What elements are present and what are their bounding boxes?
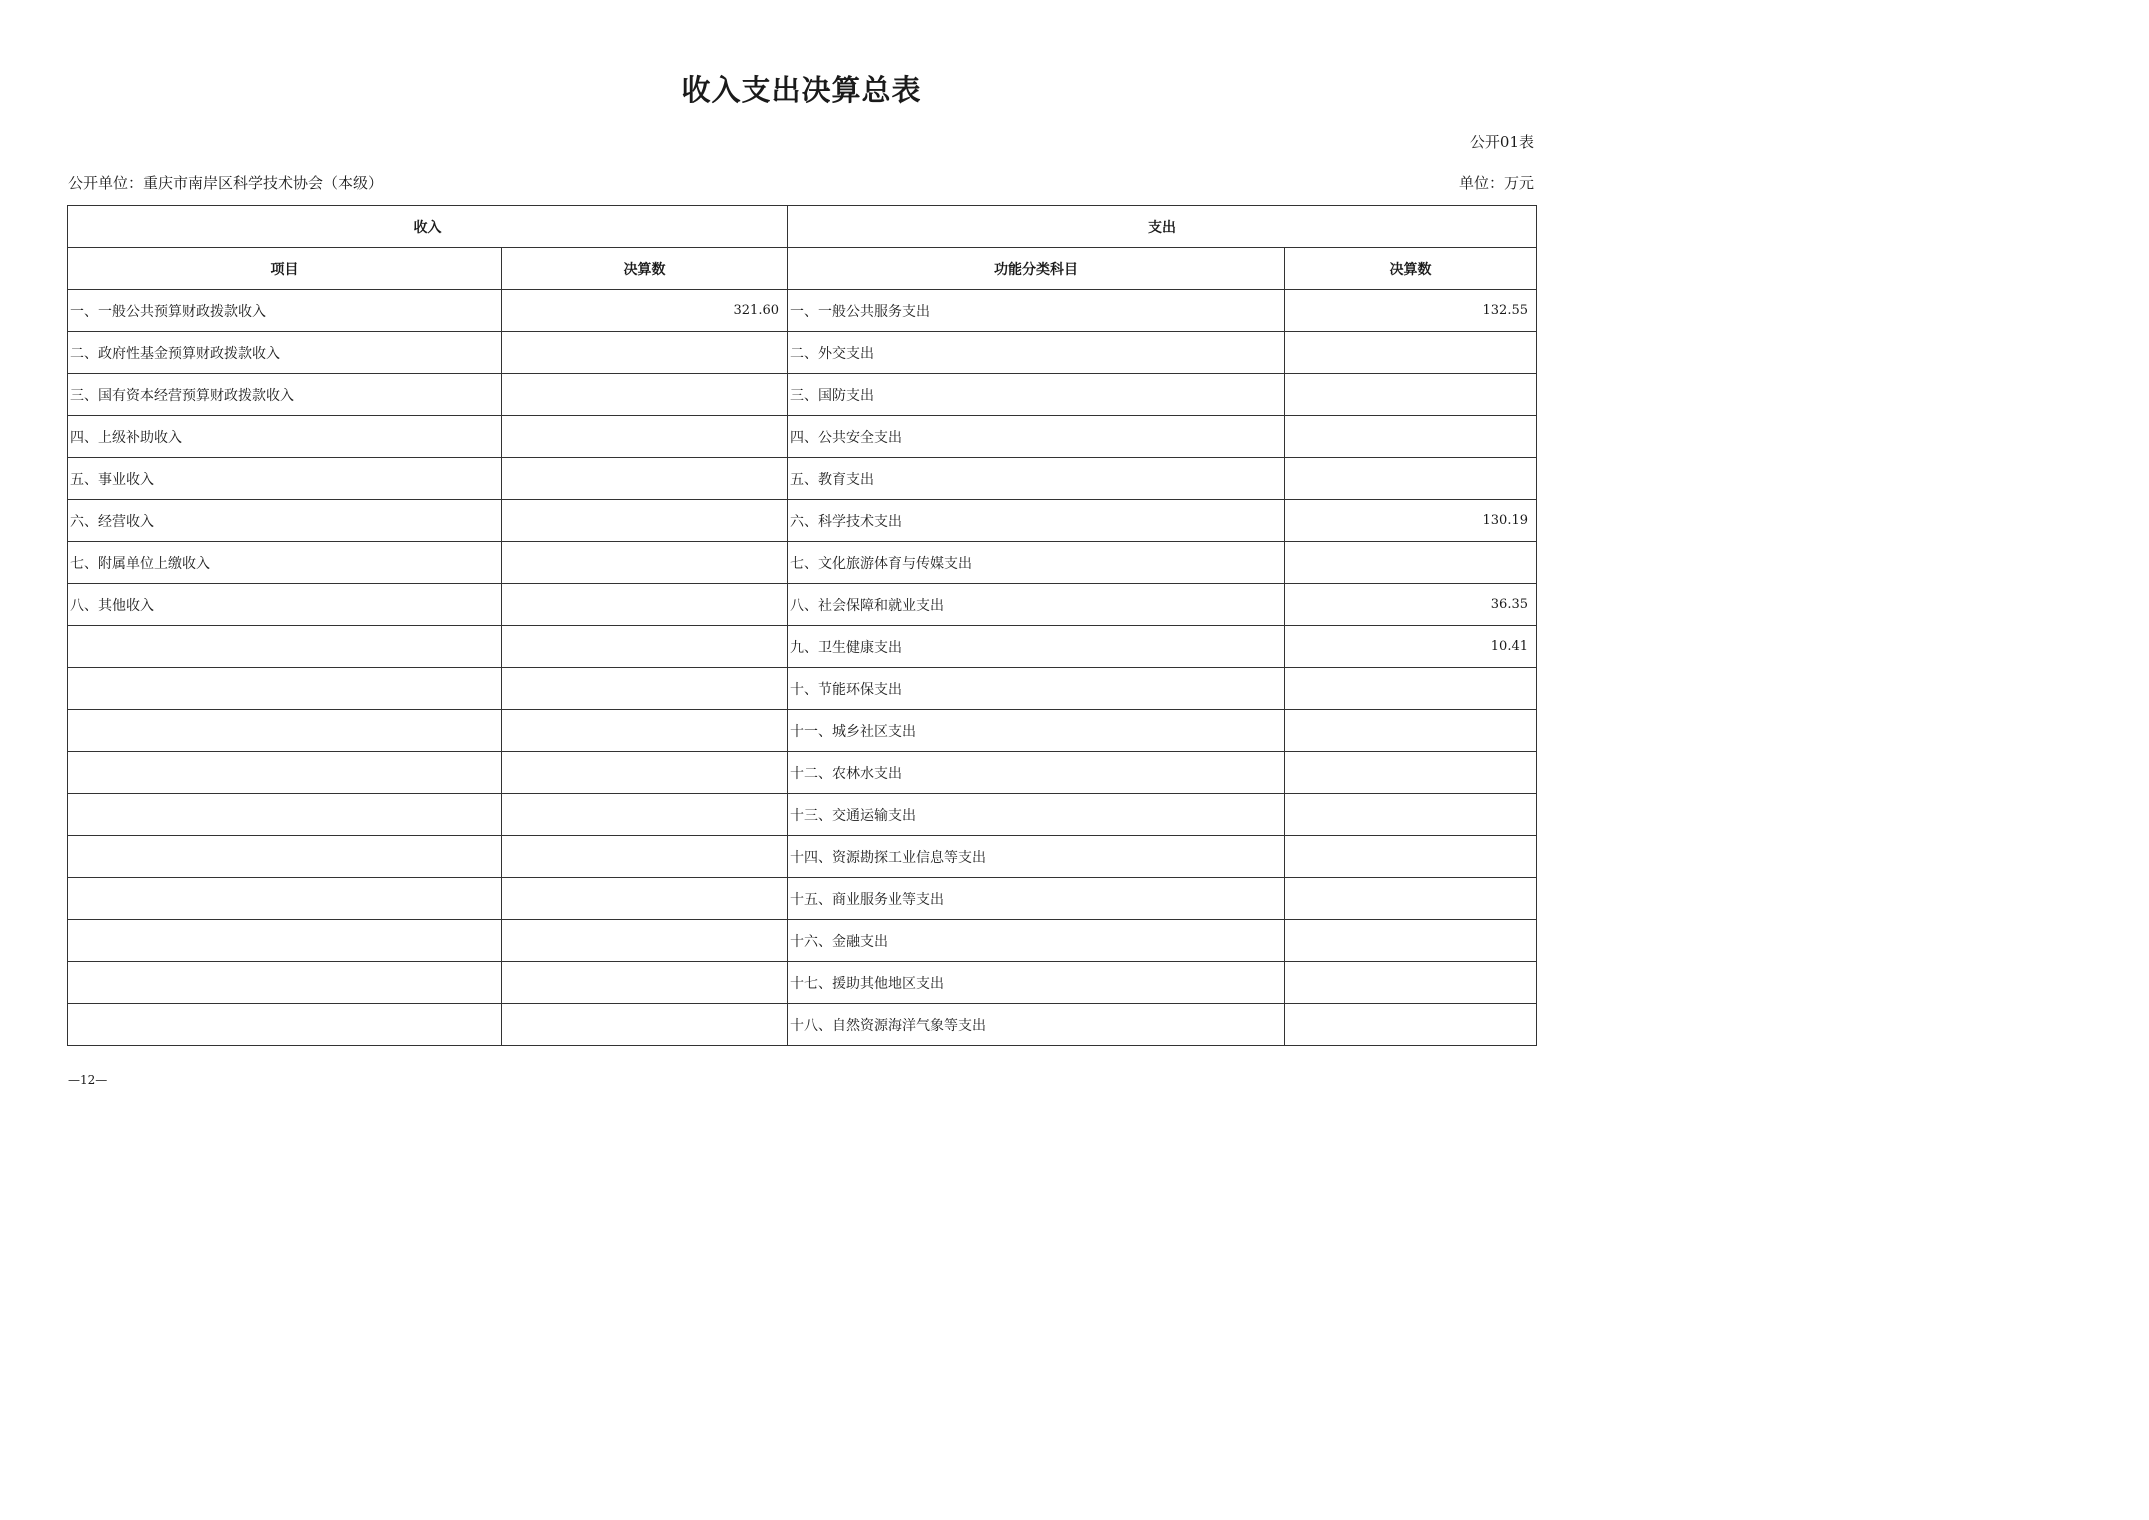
expense-item-cell: 十六、金融支出 [788, 920, 1285, 962]
table-row [68, 374, 1537, 416]
column-header-row [68, 248, 1537, 290]
table-row [68, 962, 1537, 1004]
income-item-cell [68, 710, 502, 752]
expense-amount-cell [1285, 878, 1537, 920]
expense-amount-cell [1285, 794, 1537, 836]
expense-item-cell: 十七、援助其他地区支出 [788, 962, 1285, 1004]
income-item-cell: 四、上级补助收入 [68, 416, 502, 458]
expense-group-header: 支出 [788, 206, 1537, 248]
table-row [68, 794, 1537, 836]
income-amount-cell [502, 668, 788, 710]
expense-amount-cell: 10.41 [1285, 626, 1537, 668]
table-row [68, 584, 1537, 626]
expense-item-cell: 七、文化旅游体育与传媒支出 [788, 542, 1285, 584]
income-amount-header: 决算数 [502, 248, 788, 290]
table-row [68, 458, 1537, 500]
income-amount-cell [502, 584, 788, 626]
income-item-cell: 一、一般公共预算财政拨款收入 [68, 290, 502, 332]
income-amount-cell [502, 458, 788, 500]
page-title: 收入支出决算总表 [681, 73, 922, 107]
income-amount-cell [502, 920, 788, 962]
expense-amount-cell [1285, 710, 1537, 752]
reporting-unit: 公开单位：重庆市南岸区科学技术协会（本级） [68, 174, 384, 192]
income-amount-cell [502, 332, 788, 374]
expense-item-cell: 六、科学技术支出 [788, 500, 1285, 542]
expense-amount-cell [1285, 752, 1537, 794]
table-row [68, 836, 1537, 878]
income-amount-cell [502, 542, 788, 584]
income-item-cell [68, 752, 502, 794]
income-amount-cell [502, 374, 788, 416]
expense-item-cell: 九、卫生健康支出 [788, 626, 1285, 668]
table-row [68, 878, 1537, 920]
income-item-cell: 七、附属单位上缴收入 [68, 542, 502, 584]
expense-item-cell: 十一、城乡社区支出 [788, 710, 1285, 752]
expense-item-cell: 一、一般公共服务支出 [788, 290, 1285, 332]
expense-amount-cell [1285, 836, 1537, 878]
table-row [68, 416, 1537, 458]
income-amount-cell [502, 836, 788, 878]
expense-item-cell: 十五、商业服务业等支出 [788, 878, 1285, 920]
expense-item-cell: 十二、农林水支出 [788, 752, 1285, 794]
table-row [68, 542, 1537, 584]
income-amount-cell [502, 710, 788, 752]
expense-item-cell: 三、国防支出 [788, 374, 1285, 416]
income-item-cell [68, 962, 502, 1004]
income-item-cell: 三、国有资本经营预算财政拨款收入 [68, 374, 502, 416]
expense-amount-cell [1285, 332, 1537, 374]
table-row [68, 332, 1537, 374]
expense-item-cell: 十三、交通运输支出 [788, 794, 1285, 836]
income-amount-cell [502, 626, 788, 668]
income-amount-cell [502, 752, 788, 794]
table-row [68, 920, 1537, 962]
income-item-header: 项目 [68, 248, 502, 290]
income-item-cell [68, 836, 502, 878]
expense-item-cell: 十四、资源勘探工业信息等支出 [788, 836, 1285, 878]
income-item-cell: 六、经营收入 [68, 500, 502, 542]
expense-amount-cell [1285, 962, 1537, 1004]
income-amount-cell: 321.60 [502, 290, 788, 332]
expense-amount-cell [1285, 374, 1537, 416]
table-row [68, 626, 1537, 668]
expense-amount-cell [1285, 668, 1537, 710]
expense-amount-cell [1285, 1004, 1537, 1046]
page-number: —12— [68, 1073, 108, 1087]
expense-item-cell: 四、公共安全支出 [788, 416, 1285, 458]
income-item-cell [68, 668, 502, 710]
expense-amount-cell: 130.19 [1285, 500, 1537, 542]
table-row [68, 500, 1537, 542]
expense-amount-header: 决算数 [1285, 248, 1537, 290]
income-item-cell [68, 920, 502, 962]
income-item-cell [68, 878, 502, 920]
income-item-cell: 二、政府性基金预算财政拨款收入 [68, 332, 502, 374]
table-row [68, 290, 1537, 332]
expense-amount-cell [1285, 458, 1537, 500]
expense-item-cell: 十、节能环保支出 [788, 668, 1285, 710]
income-expense-table [67, 205, 1537, 1046]
table-row [68, 1004, 1537, 1046]
expense-amount-cell: 36.35 [1285, 584, 1537, 626]
table-row [68, 710, 1537, 752]
expense-item-cell: 十八、自然资源海洋气象等支出 [788, 1004, 1285, 1046]
income-amount-cell [502, 962, 788, 1004]
income-item-cell [68, 1004, 502, 1046]
income-amount-cell [502, 500, 788, 542]
currency-unit: 单位：万元 [1458, 174, 1534, 192]
expense-amount-cell [1285, 416, 1537, 458]
income-group-header: 收入 [68, 206, 788, 248]
income-item-cell: 五、事业收入 [68, 458, 502, 500]
expense-amount-cell [1285, 542, 1537, 584]
income-item-cell [68, 626, 502, 668]
expense-amount-cell [1285, 920, 1537, 962]
table-row [68, 752, 1537, 794]
income-item-cell [68, 794, 502, 836]
expense-item-cell: 五、教育支出 [788, 458, 1285, 500]
expense-item-header: 功能分类科目 [788, 248, 1285, 290]
income-item-cell: 八、其他收入 [68, 584, 502, 626]
income-amount-cell [502, 1004, 788, 1046]
expense-amount-cell: 132.55 [1285, 290, 1537, 332]
expense-item-cell: 二、外交支出 [788, 332, 1285, 374]
income-amount-cell [502, 878, 788, 920]
income-amount-cell [502, 794, 788, 836]
expense-item-cell: 八、社会保障和就业支出 [788, 584, 1285, 626]
income-amount-cell [502, 416, 788, 458]
table-row [68, 668, 1537, 710]
unit-line [68, 172, 1534, 193]
group-header-row [68, 206, 1537, 248]
form-number: 公开01表 [1469, 133, 1534, 151]
